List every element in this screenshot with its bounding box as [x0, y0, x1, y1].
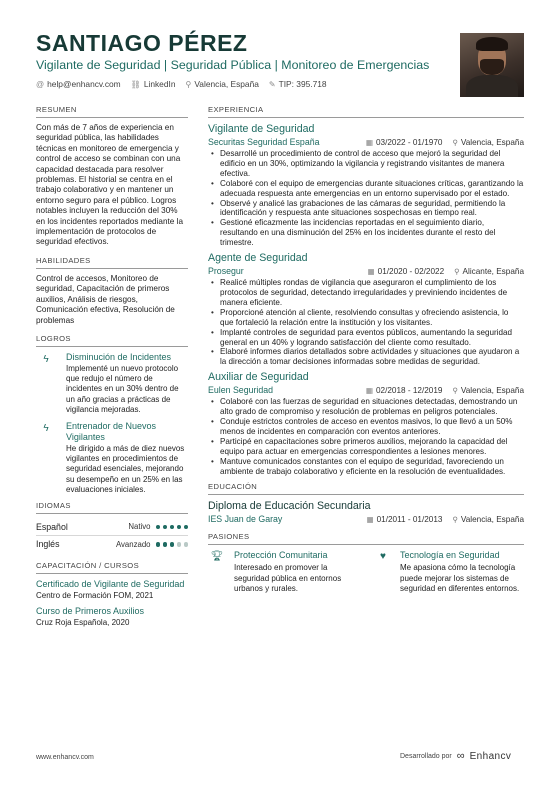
passion-title: Protección Comunitaria [234, 550, 328, 561]
achievement-desc: Implementé un nuevo protocolo que redujo el número de incidentes en un 30% dentro de un año gracias a prácticas de vigilancia mejoradas. [66, 363, 179, 414]
passions-section [208, 532, 524, 594]
achievement-desc: He dirigido a más de diez nuevos vigilantes en procedimientos de seguridad esenciales, mejorando su desempeño en un 25% en las evaluaciones iniciales. [66, 443, 185, 494]
job-bullets [208, 149, 524, 248]
passion-item [208, 550, 358, 594]
skills-text: Control de accesos, Monitoreo de seguridad, Capacitación de primeros auxilios, Análisis de riesgos, Comunicación efectiva, Resolución de problemas [36, 273, 175, 325]
languages-section [36, 501, 188, 553]
language-level: Avanzado [115, 539, 151, 549]
contact-location-text: Valencia, España [194, 79, 259, 89]
heart-icon: ♥ [380, 551, 386, 563]
achievement-title: Entrenador de Nuevos Vigilantes [66, 420, 157, 442]
contact-location [185, 79, 258, 89]
job-company: Securitas Seguridad España [208, 137, 320, 147]
job-location: Valencia, España [460, 137, 524, 147]
candidate-name: SANTIAGO PÉREZ [36, 30, 248, 56]
job-title: Vigilante de Seguridad [208, 123, 315, 135]
location-icon: ⚲ [452, 385, 458, 395]
bullet: • Conduje estrictos controles de acceso en eventos masivos, lo que llevó a un 50% menos de incidentes en comparación con eventos anteriores. [208, 417, 524, 437]
bullet: • Implanté controles de seguridad para eventos públicos, aumentando la seguridad general en un 40% y logrando satisfacción del cliente como resultado. [208, 328, 524, 348]
education-section [208, 482, 524, 524]
job-dates: 02/2018 - 12/2019 [375, 385, 443, 395]
course-title: Certificado de Vigilante de Seguridad [36, 578, 185, 589]
experience-section [208, 105, 524, 476]
contact-bar [36, 79, 456, 89]
skills-heading: HABILIDADES [36, 256, 188, 269]
achievement-title: Disminución de Incidentes [66, 351, 172, 362]
bullet: • Colaboré con el equipo de emergencias durante situaciones críticas, garantizando la adecuada respuesta ante emergencias en un entorno supervisado por el estado. [208, 179, 524, 199]
tip-icon: ✎ [268, 79, 276, 89]
lightning-icon: ϟ [43, 422, 49, 434]
education-school: IES Juan de Garay [208, 514, 283, 525]
location-icon: ⚲ [452, 514, 458, 524]
education-dates: 01/2011 - 01/2013 [376, 514, 443, 524]
courses-section [36, 561, 188, 628]
job-entry [208, 371, 524, 476]
footer-branding [400, 750, 511, 762]
job-location: Valencia, España [460, 385, 524, 395]
resume-header [36, 30, 456, 89]
contact-email-text: help@enhancv.com [47, 79, 121, 89]
passion-title: Tecnología en Seguridad [400, 550, 500, 561]
education-heading: EDUCACIÓN [208, 482, 524, 495]
contact-tip-text: TIP: 395.718 [278, 79, 327, 89]
bullet: • Mantuve comunicados constantes con el equipo de seguridad, favoreciendo un ambiente de trabajo colaborativo y eficiente en la resolución de eventualidades. [208, 457, 524, 477]
experience-heading: EXPERIENCIA [208, 105, 524, 118]
passions-heading: PASIONES [208, 532, 524, 545]
enhancv-logo-icon: ∞ [456, 750, 465, 762]
calendar-icon: ▦ [366, 514, 374, 524]
course-institution: Centro de Formación FOM, 2021 [36, 590, 154, 600]
language-level: Nativo [128, 522, 151, 532]
job-location: Alicante, España [462, 266, 524, 276]
achievements-heading: LOGROS [36, 334, 188, 347]
skills-section [36, 256, 188, 326]
calendar-icon: ▦ [366, 137, 373, 147]
footer-website[interactable]: www.enhancv.com [36, 754, 94, 761]
job-title: Auxiliar de Seguridad [208, 371, 309, 384]
languages-heading: IDIOMAS [36, 501, 188, 514]
left-column [36, 105, 188, 633]
language-dots [156, 542, 189, 547]
achievement-item [36, 421, 188, 495]
brand-name: Enhancv [469, 750, 512, 762]
contact-tip [269, 79, 327, 89]
passion-desc: Interesado en promover la seguridad pública en entornos urbanos y rurales. [234, 563, 342, 593]
bullet: • Observé y analicé las grabaciones de las cámaras de seguridad, permitiendo la identificación y respuesta ante situaciones sospechosas en tiempo real. [208, 199, 524, 219]
trophy-icon: 🏆︎ [210, 551, 224, 563]
job-title: Agente de Seguridad [208, 252, 308, 265]
bullet: • Colaboré con las fuerzas de seguridad en situaciones detectadas, demostrando un alto grado de compromiso y resolución de problemas en peligros potenciales. [208, 397, 524, 417]
summary-text: Con más de 7 años de experiencia en seguridad pública, las habilidades técnicas en monitoreo de emergencia y control de acceso se combinan con una capacidad destacada para resolver problemas. El historial se centra en el trabajo colaborativo y en mantener un entorno seguro para el público. Logros notables incluyen la reducción del 30% en los incidentes reportados mediante la implementación de protocolos de seguridad efectivos. [36, 123, 184, 247]
bullet: • Gestioné eficazmente las incidencias reportadas en el seguimiento diario, resultando en una disminución del 25% en los incidentes durante el resto del trimestre. [208, 218, 524, 248]
contact-linkedin[interactable] [131, 79, 176, 89]
location-icon: ⚲ [185, 79, 192, 89]
language-name: Inglés [36, 539, 60, 550]
calendar-icon: ▦ [366, 385, 373, 395]
right-column [208, 105, 524, 594]
bullet: • Elaboré informes diarios detallados sobre actividades y situaciones que ayudaron a la dirección a tomar decisiones informadas sobre medidas de seguridad. [208, 347, 524, 367]
job-bullets [208, 397, 524, 476]
job-bullets [208, 278, 524, 367]
calendar-icon: ▦ [367, 266, 375, 276]
bullet: • Proporcioné atención al cliente, resolviendo consultas y ofreciendo asistencia, lo que fortaleció la relación entre la institución y los visitantes. [208, 308, 524, 328]
job-company: Prosegur [208, 266, 244, 277]
courses-heading: CAPACITACIÓN / CURSOS [36, 561, 188, 574]
bullet: • Participé en capacitaciones sobre primeros auxilios, mejorando la capacidad del equipo para actuar en emergencias correspondientes a lesiones menores. [208, 437, 524, 457]
language-dots [156, 525, 189, 530]
language-row [36, 519, 188, 536]
course-title: Curso de Primeros Auxilios [36, 605, 145, 616]
profile-photo [460, 33, 524, 97]
location-icon: ⚲ [452, 137, 458, 147]
summary-section [36, 105, 188, 248]
job-dates: 01/2020 - 02/2022 [377, 266, 445, 276]
location-icon: ⚲ [454, 266, 460, 276]
contact-email[interactable] [36, 79, 121, 89]
education-degree: Diploma de Educación Secundaria [208, 500, 371, 513]
education-location: Valencia, España [460, 514, 524, 524]
bullet: • Desarrollé un procedimiento de control de acceso que mejoró la seguridad del edificio en un 30%, optimizando la vigilancia y registrando visitantes de manera efectiva. [208, 149, 524, 179]
bullet: • Realicé múltiples rondas de vigilancia que aseguraron el cumplimiento de los protocolos de seguridad, detectando irregularidades y previniendo incidentes de manera eficiente. [208, 278, 524, 308]
powered-by-label: Desarrollado por [400, 752, 452, 760]
language-name: Español [36, 521, 68, 532]
summary-heading: RESUMEN [36, 105, 188, 118]
achievements-section [36, 334, 188, 495]
job-entry [208, 252, 524, 367]
job-entry [208, 123, 524, 248]
course-institution: Cruz Roja Española, 2020 [36, 617, 130, 627]
language-row [36, 536, 188, 553]
contact-linkedin-text: LinkedIn [143, 79, 176, 89]
at-icon: @ [36, 79, 45, 89]
lightning-icon: ϟ [43, 353, 49, 365]
candidate-headline: Vigilante de Seguridad | Seguridad Pública | Monitoreo de Emergencias [36, 58, 430, 72]
passion-desc: Me apasiona cómo la tecnología puede mejorar los sistemas de seguridad en diferentes entornos. [400, 563, 520, 593]
job-dates: 03/2022 - 01/1970 [375, 137, 443, 147]
achievement-item [36, 352, 188, 415]
passion-item [374, 550, 524, 594]
job-company: Eulen Seguridad [208, 385, 274, 396]
link-icon: ⛓ [130, 79, 141, 89]
